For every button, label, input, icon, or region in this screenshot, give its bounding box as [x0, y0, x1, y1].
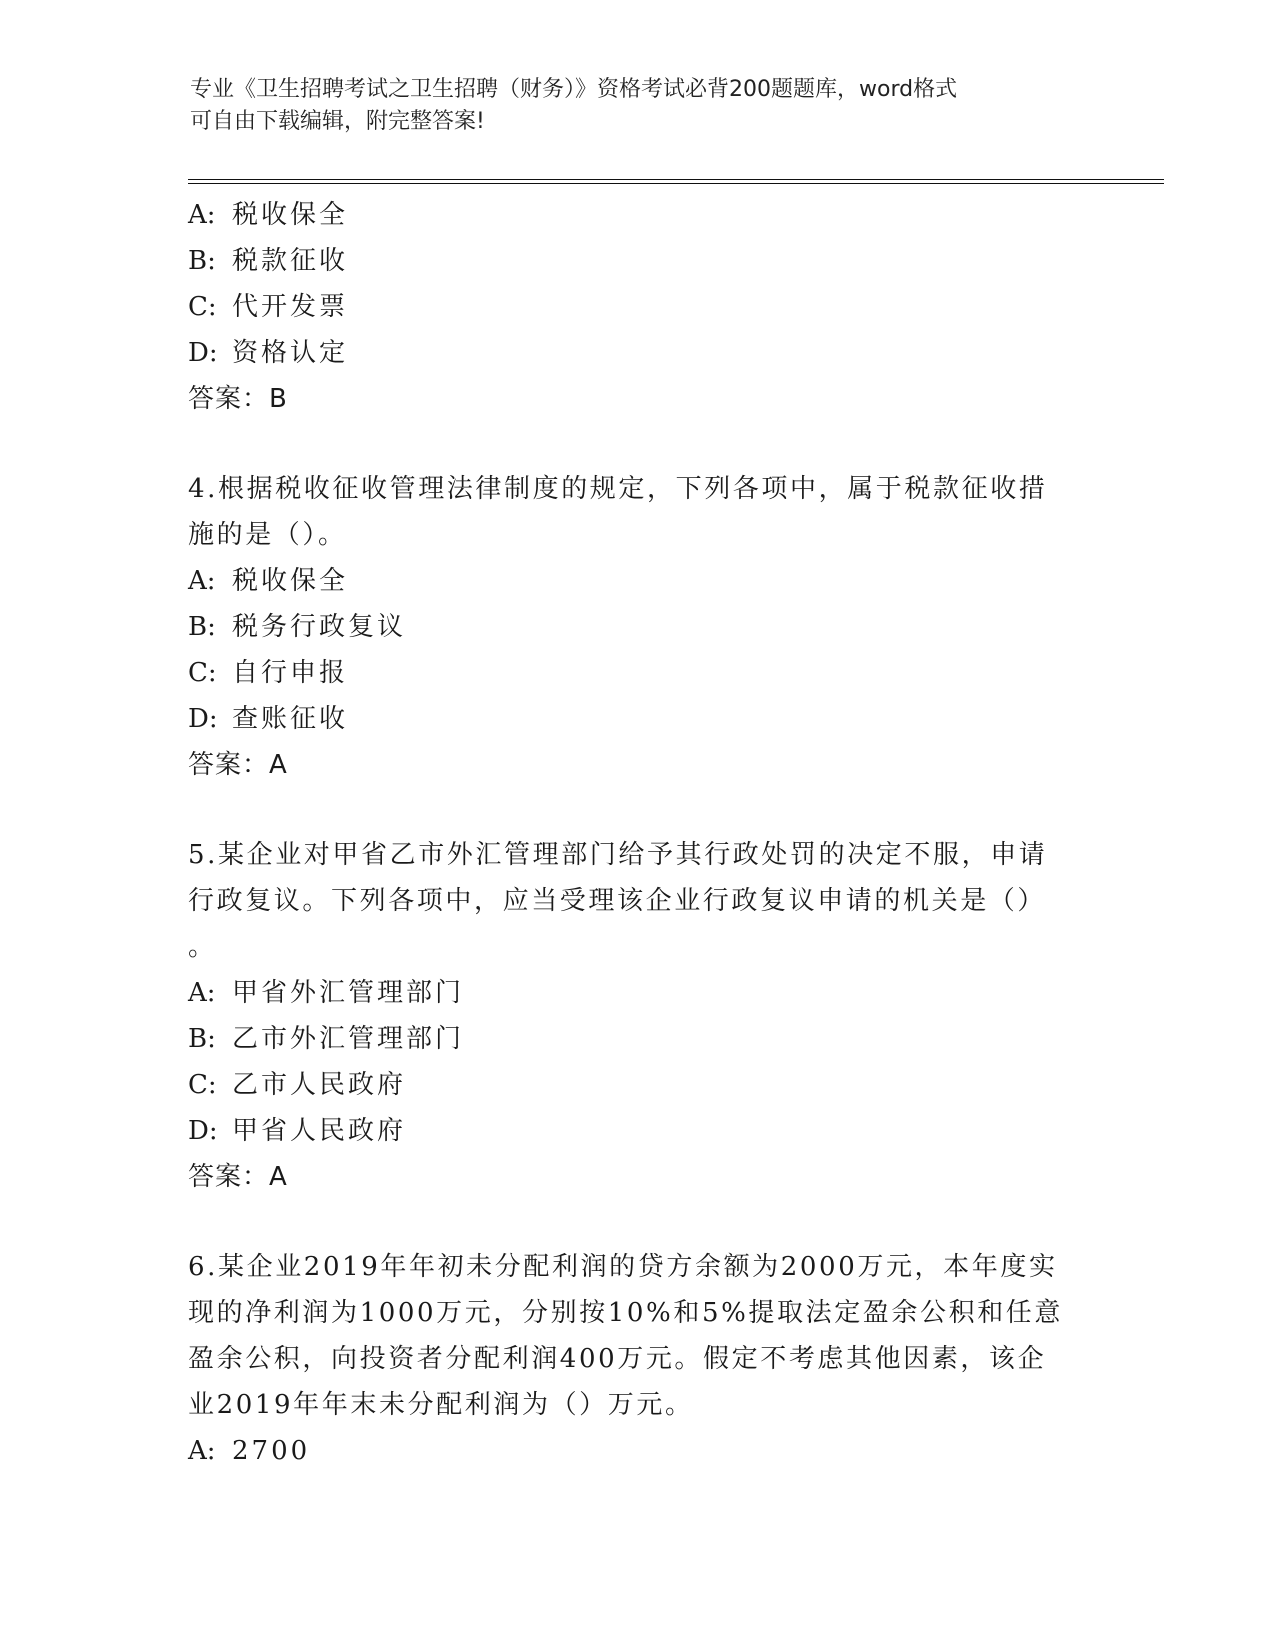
option-text: 甲省人民政府 — [232, 1116, 407, 1146]
option-d — [188, 696, 1088, 742]
question-line: 施的是（）。 — [188, 520, 347, 550]
answer-value: B — [269, 384, 287, 414]
option-key: B: — [188, 246, 216, 276]
question-line: 。 — [188, 932, 217, 962]
answer-line — [188, 376, 1088, 422]
question-line: 现的净利润为1000万元，分别按10%和5%提取法定盈余公积和任意 — [188, 1298, 1064, 1328]
spacer — [188, 1200, 1088, 1244]
question-text — [188, 1244, 1088, 1428]
document-header — [190, 74, 1090, 138]
question-block-3 — [188, 192, 1088, 422]
option-d — [188, 330, 1088, 376]
question-line: 6.某企业2019年年初未分配利润的贷方余额为2000万元，本年度实 — [188, 1252, 1058, 1282]
option-text: 乙市人民政府 — [232, 1070, 407, 1100]
option-key: B: — [188, 1024, 216, 1054]
answer-value: A — [269, 750, 287, 780]
header-line-1: 专业《卫生招聘考试之卫生招聘（财务）》资格考试必背200题题库，word格式 — [190, 77, 958, 102]
option-key: C: — [188, 1070, 217, 1100]
question-line: 业2019年年末未分配利润为（）万元。 — [188, 1390, 694, 1420]
option-a — [188, 558, 1088, 604]
answer-line — [188, 1154, 1088, 1200]
header-line-2: 可自由下载编辑，附完整答案! — [190, 109, 485, 134]
option-c — [188, 1062, 1088, 1108]
option-key: A: — [188, 1436, 216, 1466]
option-text: 税款征收 — [232, 246, 349, 276]
option-a — [188, 970, 1088, 1016]
answer-line — [188, 742, 1088, 788]
option-d — [188, 1108, 1088, 1154]
header-divider-bottom — [188, 183, 1164, 184]
question-list — [188, 192, 1088, 1474]
question-text — [188, 832, 1088, 970]
option-a — [188, 1428, 1088, 1474]
option-key: A: — [188, 566, 216, 596]
option-text: 税收保全 — [232, 566, 349, 596]
question-line: 4.根据税收征收管理法律制度的规定，下列各项中，属于税款征收措 — [188, 474, 1048, 504]
option-key: D: — [188, 338, 218, 368]
option-key: C: — [188, 658, 217, 688]
option-text: 税收保全 — [232, 200, 349, 230]
question-block-5 — [188, 832, 1088, 1200]
answer-label: 答案： — [188, 1162, 270, 1192]
option-text: 乙市外汇管理部门 — [232, 1024, 465, 1054]
option-key: D: — [188, 1116, 218, 1146]
spacer — [188, 788, 1088, 832]
option-text: 自行申报 — [232, 658, 349, 688]
question-block-4 — [188, 466, 1088, 788]
option-key: B: — [188, 612, 216, 642]
option-key: D: — [188, 704, 218, 734]
option-b — [188, 1016, 1088, 1062]
option-text: 查账征收 — [232, 704, 349, 734]
question-line: 盈余公积，向投资者分配利润400万元。假定不考虑其他因素，该企 — [188, 1344, 1047, 1374]
question-line: 行政复议。下列各项中，应当受理该企业行政复议申请的机关是（） — [188, 886, 1047, 916]
option-key: C: — [188, 292, 217, 322]
answer-label: 答案： — [188, 384, 270, 414]
option-text: 甲省外汇管理部门 — [232, 978, 465, 1008]
option-b — [188, 604, 1088, 650]
spacer — [188, 422, 1088, 466]
option-text: 资格认定 — [232, 338, 349, 368]
option-text: 税务行政复议 — [232, 612, 407, 642]
option-b — [188, 238, 1088, 284]
option-key: A: — [188, 978, 216, 1008]
question-block-6 — [188, 1244, 1088, 1474]
answer-value: A — [269, 1162, 287, 1192]
option-c — [188, 284, 1088, 330]
option-a — [188, 192, 1088, 238]
header-divider-top — [188, 179, 1164, 180]
option-key: A: — [188, 200, 216, 230]
option-c — [188, 650, 1088, 696]
option-text: 2700 — [232, 1436, 311, 1466]
question-line: 5.某企业对甲省乙市外汇管理部门给予其行政处罚的决定不服，申请 — [188, 840, 1048, 870]
question-text — [188, 466, 1088, 558]
option-text: 代开发票 — [232, 292, 349, 322]
answer-label: 答案： — [188, 750, 270, 780]
